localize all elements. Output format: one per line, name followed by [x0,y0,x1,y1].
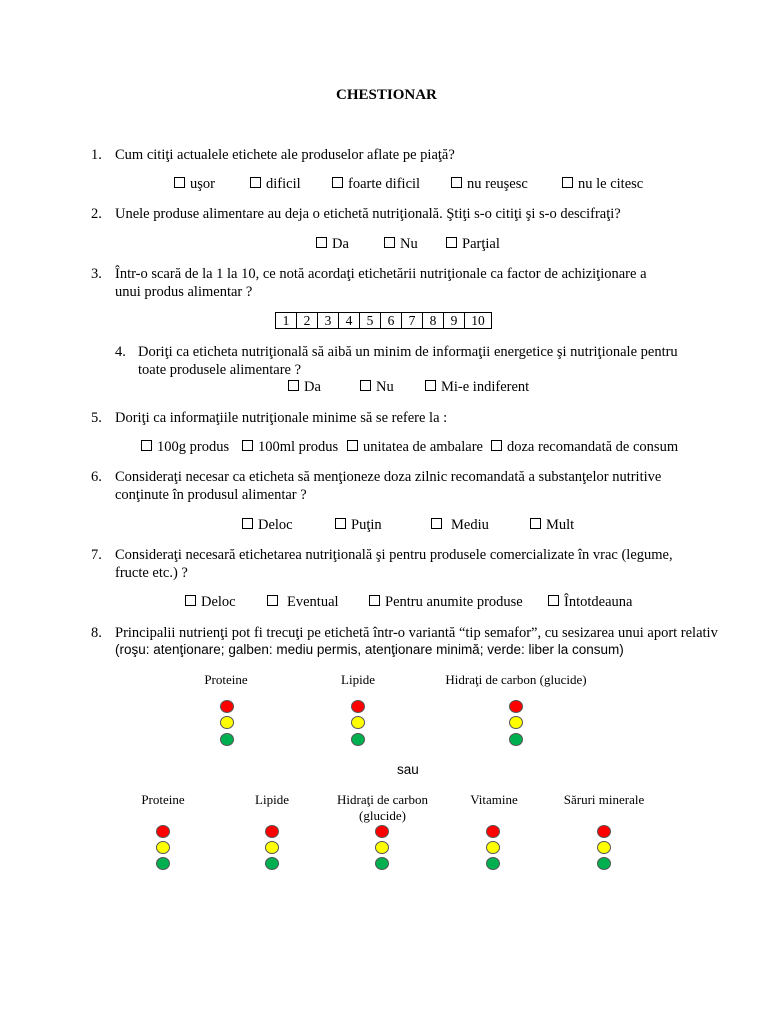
set1-label-lipide: Lipide [341,672,375,687]
checkbox-icon[interactable] [242,440,253,451]
rating-scale [275,312,492,329]
q6-option-2[interactable]: Puţin [335,516,382,534]
q3-number: 3. [91,266,102,282]
checkbox-icon[interactable] [431,518,442,529]
scale-cell[interactable]: 3 [318,313,339,329]
green-light-icon [265,857,279,870]
q5-option-3[interactable]: unitatea de ambalare [347,438,483,456]
q4-option-1[interactable]: Da [288,378,321,396]
green-light-icon [509,733,523,746]
checkbox-icon[interactable] [369,595,380,606]
checkbox-icon[interactable] [242,518,253,529]
set2-label-glucide: Hidraţi de carbon (glucide) [337,792,428,823]
scale-cell[interactable]: 2 [297,313,318,329]
green-light-icon [156,857,170,870]
q6-text: Consideraţi necesar ca eticheta să menţioneze doza zilnic recomandată a substanţelor nutritive conţinute în produsul alimentar ? [115,469,662,503]
q2-option-1[interactable]: Da [316,235,349,253]
checkbox-icon[interactable] [347,440,358,451]
checkbox-icon[interactable] [335,518,346,529]
green-light-icon [486,857,500,870]
q6-option-3[interactable]: Mediu [431,516,489,534]
q7-option-3[interactable]: Pentru anumite produse [369,593,523,611]
q6-number: 6. [91,469,102,485]
q4-number: 4. [115,344,126,360]
set1-label-proteine: Proteine [204,672,248,687]
q3-text: Într-o scară de la 1 la 10, ce notă acordaţi etichetării nutriţionale ca factor de achiziţionare a unui produs alimentar ? [115,266,647,300]
q8-text: Principalii nutrienţi pot fi trecuţi pe etichetă într-o variantă “tip semafor”, cu sesizarea unui aport relativ [115,625,718,641]
q5-option-1[interactable]: 100g produs [141,438,229,456]
q1-option-3[interactable]: foarte dificil [332,175,420,193]
q1-number: 1. [91,147,102,163]
q8-text-legend: (roşu: atenţionare; galben: mediu permis, atenţionare minimă; verde: liber la consum) [115,642,624,657]
yellow-light-icon [265,841,279,854]
q2-number: 2. [91,206,102,222]
checkbox-icon[interactable] [530,518,541,529]
red-light-icon [265,825,279,838]
q5-text: Doriţi ca informaţiile nutriţionale minime să se refere la : [115,410,448,426]
scale-cell[interactable]: 4 [339,313,360,329]
q2-option-3[interactable]: Parţial [446,235,500,253]
yellow-light-icon [351,716,365,729]
scale-cell[interactable]: 8 [423,313,444,329]
checkbox-icon[interactable] [316,237,327,248]
scale-cell[interactable]: 7 [402,313,423,329]
green-light-icon [351,733,365,746]
or-separator: sau [397,762,419,777]
q2-option-2[interactable]: Nu [384,235,418,253]
green-light-icon [375,857,389,870]
yellow-light-icon [509,716,523,729]
q4-option-3[interactable]: Mi-e indiferent [425,378,529,396]
checkbox-icon[interactable] [562,177,573,188]
checkbox-icon[interactable] [446,237,457,248]
scale-cell[interactable]: 10 [465,313,492,329]
q7-option-4[interactable]: Întotdeauna [548,593,632,611]
q1-option-5[interactable]: nu le citesc [562,175,643,193]
set1-label-glucide: Hidraţi de carbon (glucide) [445,672,587,687]
checkbox-icon[interactable] [267,595,278,606]
checkbox-icon[interactable] [451,177,462,188]
checkbox-icon[interactable] [332,177,343,188]
q5-number: 5. [91,410,102,426]
yellow-light-icon [156,841,170,854]
set2-label-proteine: Proteine [141,792,185,807]
q1-option-1[interactable]: uşor [174,175,215,193]
q6-option-4[interactable]: Mult [530,516,574,534]
yellow-light-icon [597,841,611,854]
red-light-icon [597,825,611,838]
yellow-light-icon [486,841,500,854]
checkbox-icon[interactable] [141,440,152,451]
yellow-light-icon [220,716,234,729]
red-light-icon [156,825,170,838]
q8-number: 8. [91,625,102,641]
checkbox-icon[interactable] [250,177,261,188]
q7-text: Consideraţi necesară etichetarea nutriţională şi pentru produsele comercializate în vrac (legume, fructe etc.) ? [115,547,673,581]
q5-option-2[interactable]: 100ml produs [242,438,338,456]
checkbox-icon[interactable] [384,237,395,248]
checkbox-icon[interactable] [548,595,559,606]
checkbox-icon[interactable] [174,177,185,188]
q7-option-2[interactable]: Eventual [267,593,339,611]
red-light-icon [509,700,523,713]
q6-option-1[interactable]: Deloc [242,516,293,534]
red-light-icon [220,700,234,713]
q1-option-4[interactable]: nu reuşesc [451,175,528,193]
scale-cell[interactable]: 5 [360,313,381,329]
checkbox-icon[interactable] [425,380,436,391]
set2-label-lipide: Lipide [255,792,289,807]
checkbox-icon[interactable] [360,380,371,391]
set2-label-vitamine: Vitamine [470,792,518,807]
green-light-icon [597,857,611,870]
q7-option-1[interactable]: Deloc [185,593,236,611]
set2-label-saruri: Săruri minerale [563,792,645,807]
checkbox-icon[interactable] [491,440,502,451]
yellow-light-icon [375,841,389,854]
checkbox-icon[interactable] [288,380,299,391]
q5-option-4[interactable]: doza recomandată de consum [491,438,678,456]
red-light-icon [486,825,500,838]
q1-option-2[interactable]: dificil [250,175,301,193]
q1-text: Cum citiţi actualele etichete ale produselor aflate pe piaţă? [115,147,455,163]
q7-number: 7. [91,547,102,563]
q2-text: Unele produse alimentare au deja o etichetă nutriţională. Ştiţi s-o citiţi şi s-o descifraţi? [115,206,621,222]
scale-cell[interactable]: 9 [444,313,465,329]
q4-option-2[interactable]: Nu [360,378,394,396]
scale-cell[interactable]: 1 [276,313,297,329]
checkbox-icon[interactable] [185,595,196,606]
q4-text: Doriţi ca eticheta nutriţională să aibă un minim de informaţii energetice şi nutriţionale pentru toate produsele alimentare ? [138,344,678,378]
scale-cell[interactable]: 6 [381,313,402,329]
green-light-icon [220,733,234,746]
page-title: CHESTIONAR [336,87,437,103]
red-light-icon [351,700,365,713]
red-light-icon [375,825,389,838]
